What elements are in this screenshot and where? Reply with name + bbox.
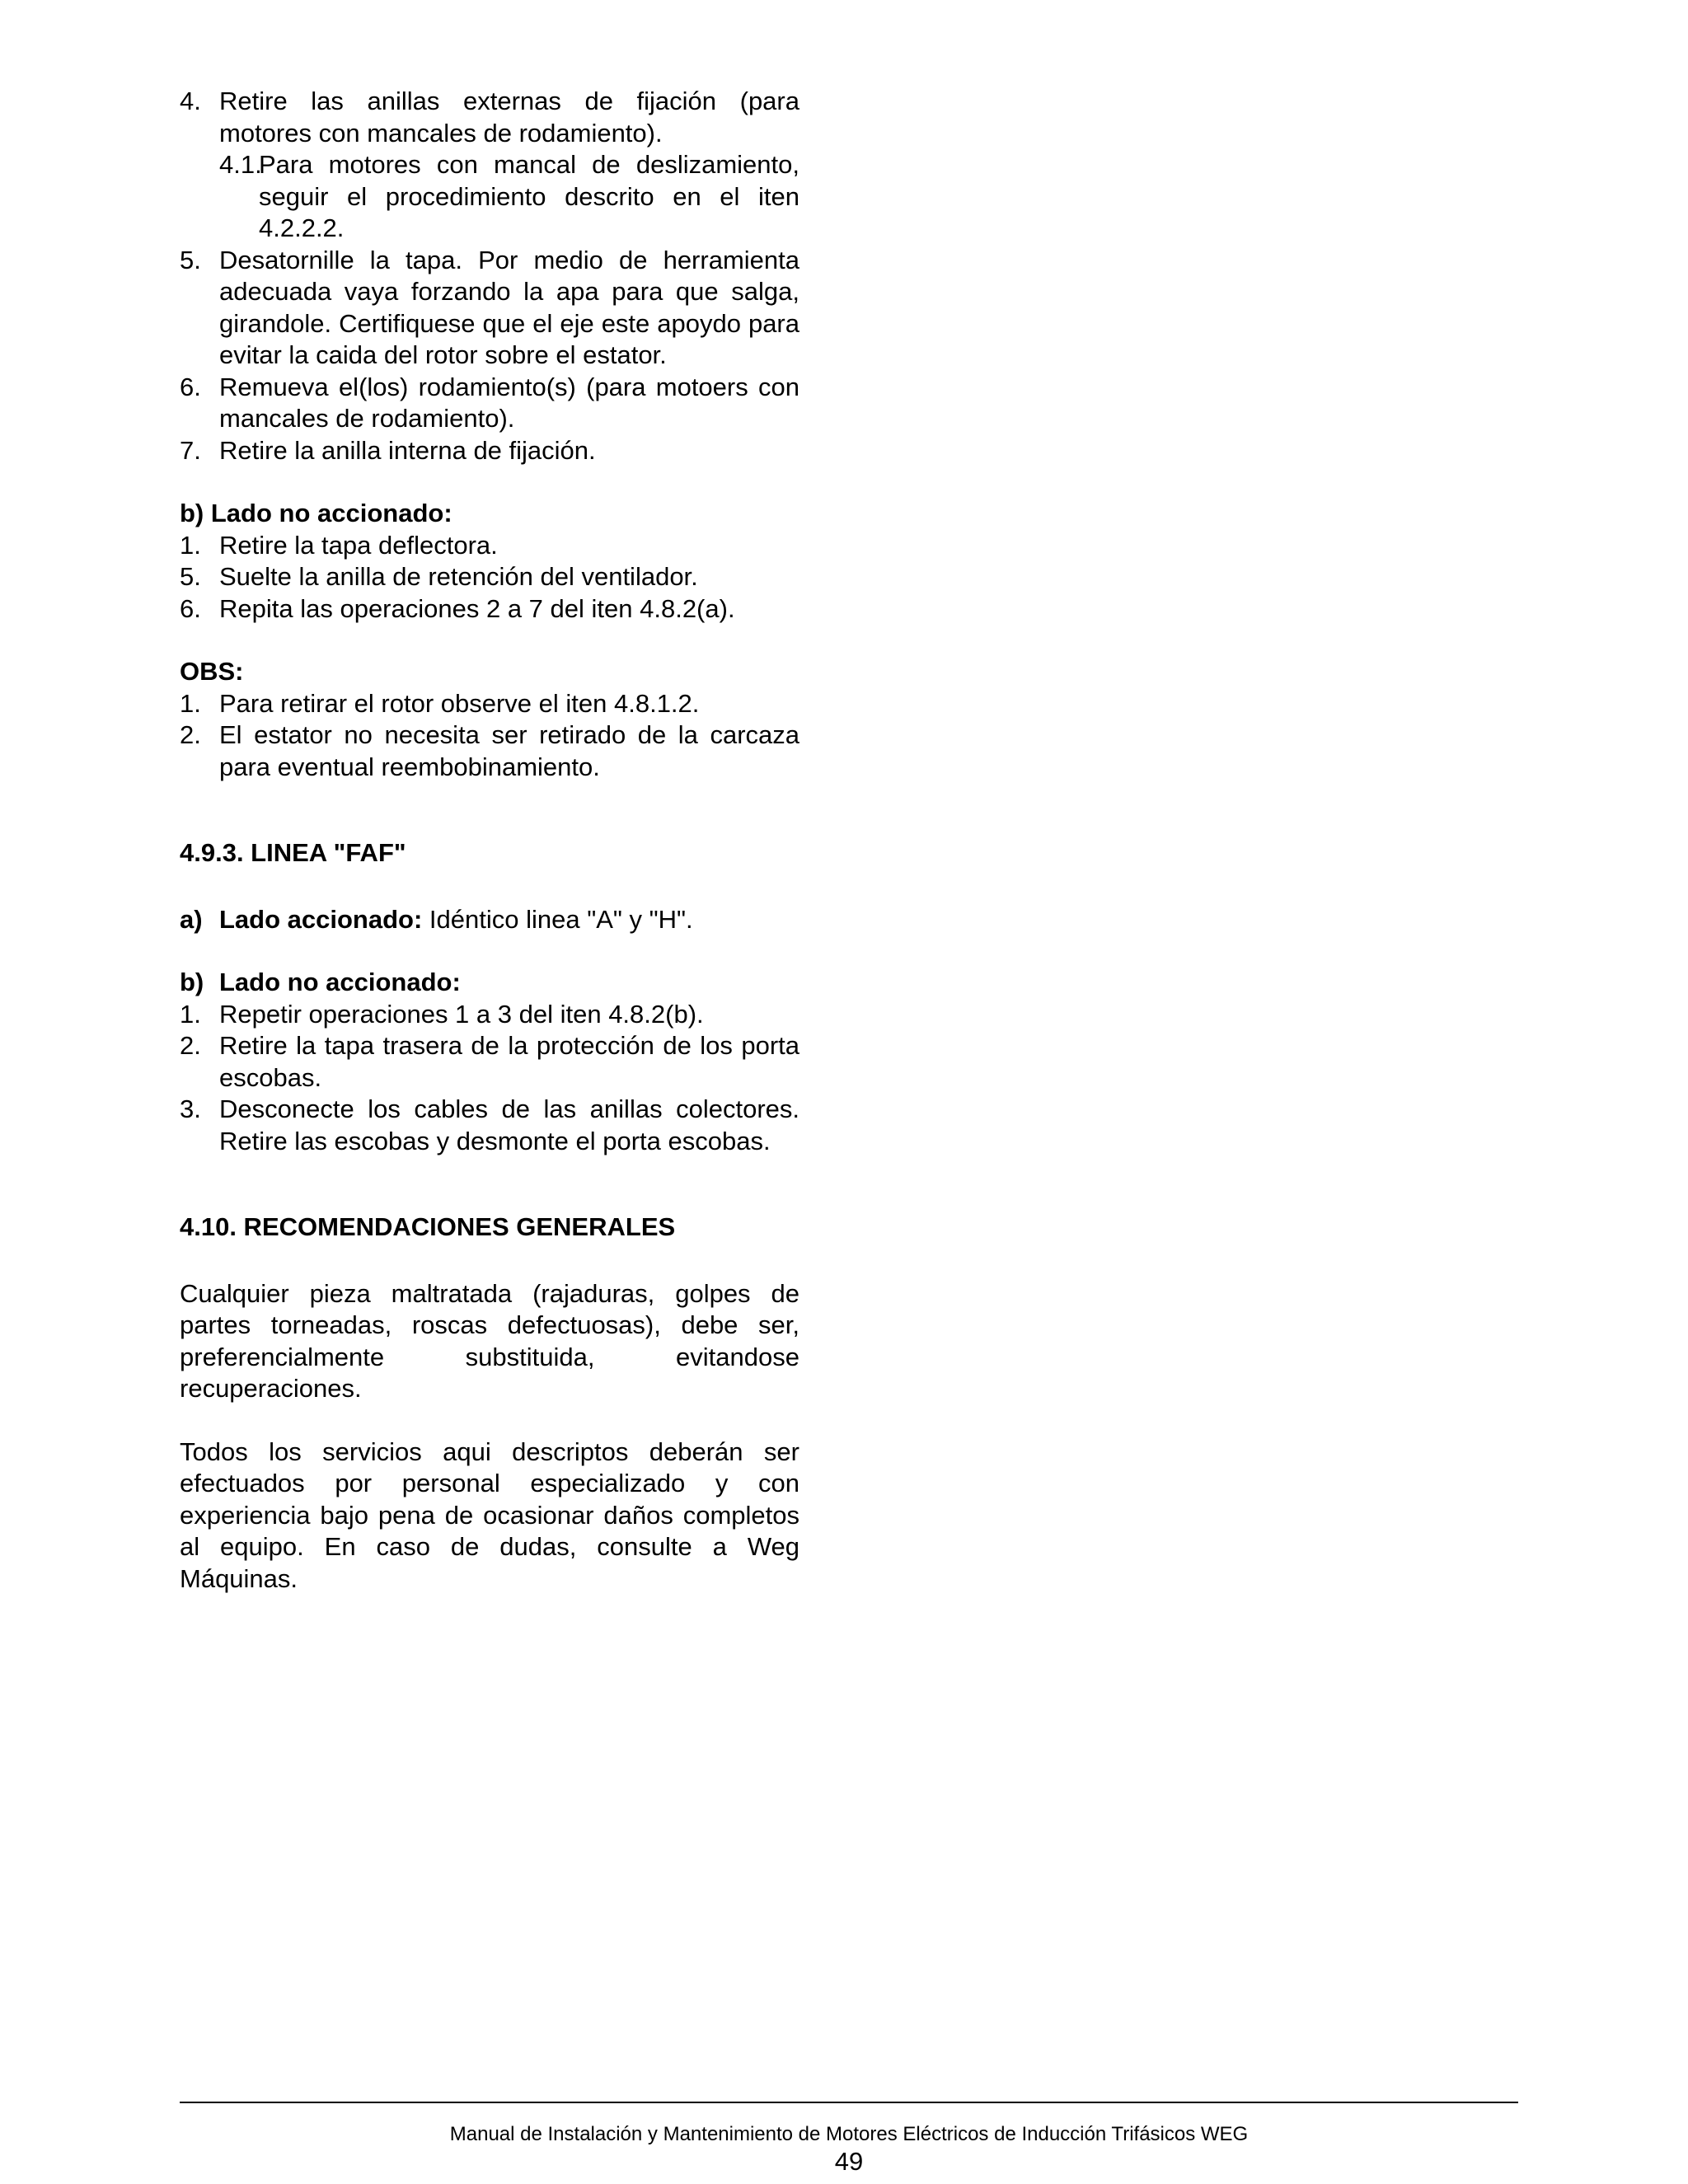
item-letter: b): [180, 968, 204, 996]
paragraph: Cualquier pieza maltratada (rajaduras, golpes de partes torneadas, roscas defectuosas), debe ser, preferencialmente substituida, evitandose recuperaciones.: [180, 1278, 799, 1403]
list-number: 5.: [180, 562, 201, 591]
footer-divider: [180, 2102, 1518, 2103]
list-item: [180, 86, 799, 149]
list-text: El estator no necesita ser retirado de la carcaza para eventual reembobinamiento.: [219, 720, 799, 781]
list-number: 1.: [180, 530, 201, 560]
list-text: Repetir operaciones 1 a 3 del iten 4.8.2(b).: [219, 999, 704, 1029]
list-item: [180, 1030, 799, 1094]
list-number: 6.: [180, 593, 201, 623]
item-label: Lado no accionado:: [219, 968, 461, 996]
section-4-10: [180, 1212, 799, 1595]
page-number: 49: [834, 2147, 864, 2176]
list-number: 4.1.: [219, 150, 262, 179]
list-item: [180, 719, 799, 783]
list-number: 2.: [180, 720, 201, 749]
obs-heading: OBS:: [180, 657, 244, 686]
list-item: [180, 435, 799, 467]
list-item: [180, 561, 799, 593]
list-number: 4.: [180, 87, 201, 115]
list-text: Desatornille la tapa. Por medio de herramienta adecuada vaya forzando la apa para que salga, girandole. Certifiquese que el eje este apoydo para evitar la caida del rotor sobre el estator.: [219, 245, 799, 369]
list-item: [180, 593, 799, 626]
list-number: 2.: [180, 1031, 201, 1060]
section-4-9-3: [180, 837, 799, 1157]
list-text: Remueva el(los) rodamiento(s) (para motoers con mancales de rodamiento).: [219, 372, 799, 433]
lettered-item-a: [180, 904, 799, 936]
list-text: Retire la tapa deflectora.: [219, 530, 498, 560]
list-number: 1.: [180, 999, 201, 1029]
list-text: Para motores con mancal de deslizamiento, seguir el procedimiento descrito en el iten 4.2.2.2.: [259, 150, 799, 242]
list-number: 6.: [180, 372, 201, 401]
list-number: 3.: [180, 1094, 201, 1123]
list-text: Repita las operaciones 2 a 7 del iten 4.8.2(a).: [219, 593, 735, 623]
section-title: 4.10. RECOMENDACIONES GENERALES: [180, 1212, 676, 1241]
list-text: Retire las anillas externas de fijación (para motores con mancales de rodamiento).: [219, 87, 799, 148]
list-text: Desconecte los cables de las anillas colectores. Retire las escobas y desmonte el porta escobas.: [219, 1094, 799, 1155]
list-text: Para retirar el rotor observe el iten 4.8.1.2.: [219, 688, 700, 718]
item-label: Lado accionado:: [219, 904, 423, 934]
list-item: [180, 372, 799, 435]
main-column: [180, 86, 799, 1595]
list-item: [180, 530, 799, 562]
paragraph: Todos los servicios aqui descriptos deberán ser efectuados por personal especializado y con experiencia bajo pena de ocasionar daños completos al equipo. En caso de dudas, consulte a Weg Máquinas.: [180, 1436, 799, 1593]
list-subitem: [219, 149, 799, 245]
list-text: Retire la anilla interna de fijación.: [219, 435, 596, 465]
list-text: Suelte la anilla de retención del ventilador.: [219, 562, 698, 591]
lettered-item-b: [180, 967, 799, 999]
list-number: 7.: [180, 435, 201, 465]
list-item: [180, 1094, 799, 1157]
list-item: [180, 245, 799, 372]
list-item: [180, 999, 799, 1031]
obs-block: [180, 656, 799, 783]
item-letter: a): [180, 904, 203, 934]
section-title: 4.9.3. LINEA "FAF": [180, 838, 406, 867]
lado-accionado-list: [180, 86, 799, 466]
lado-no-accionado-block: [180, 498, 799, 625]
footer-text: Manual de Instalación y Mantenimiento de Motores Eléctricos de Inducción Trifásicos WEG: [449, 2123, 1249, 2145]
item-text: Idéntico linea "A" y "H".: [422, 904, 693, 934]
list-number: 5.: [180, 245, 201, 274]
list-item: [180, 688, 799, 720]
list-text: Retire la tapa trasera de la protección de los porta escobas.: [219, 1031, 799, 1092]
subsection-heading: b) Lado no accionado:: [180, 499, 452, 527]
list-number: 1.: [180, 688, 201, 718]
